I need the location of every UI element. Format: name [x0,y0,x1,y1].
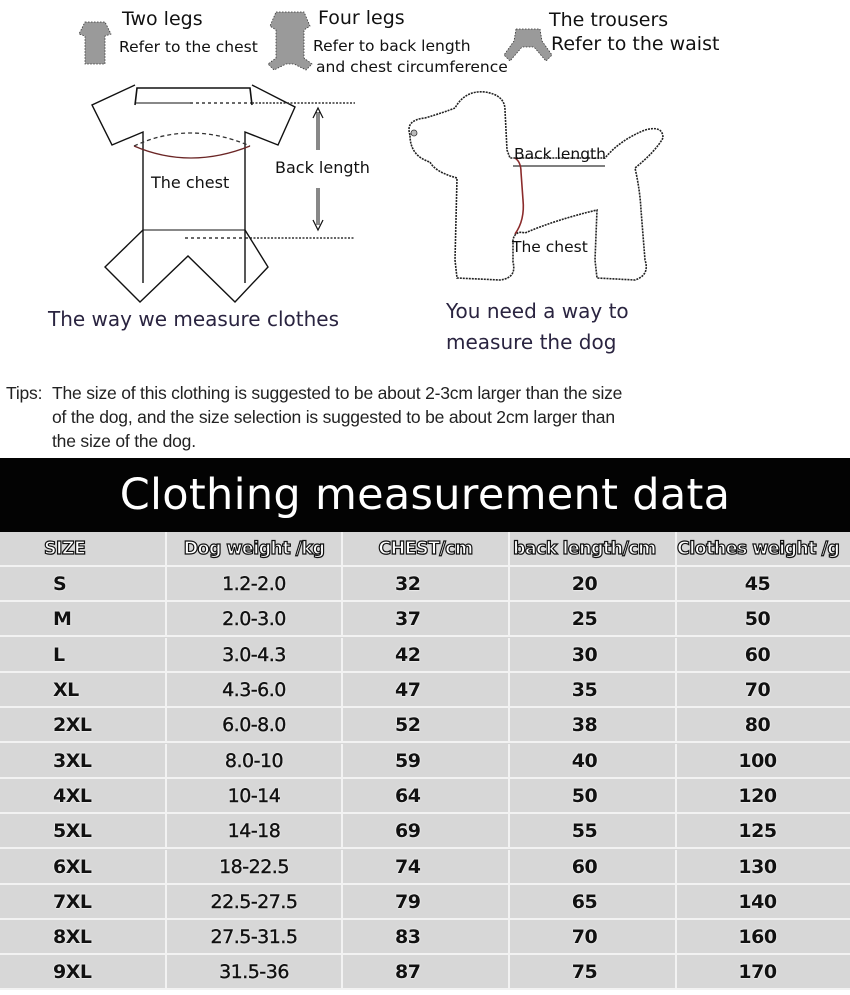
table-row [0,673,850,708]
cell-size: L [0,638,167,671]
header-dog-weight: Dog weight /kg [167,532,343,565]
tips-block [6,381,766,453]
cell-size: 8XL [0,920,167,953]
table-row [0,885,850,920]
cell-size: 2XL [0,708,167,741]
cell-back-length: 40 [510,744,677,777]
cell-chest: 64 [343,779,510,812]
clothes-back-length-label: Back length [275,158,370,177]
cell-chest: 42 [343,638,510,671]
cell-clothes-weight: 80 [744,713,771,736]
header-back-length: back length/cm [510,532,677,565]
dog-measurement-diagram [395,90,675,300]
cell-back-length: 25 [510,602,677,635]
cell-chest: 59 [343,744,510,777]
table-row [0,955,850,990]
cell-chest: 83 [343,920,510,953]
cell-dog-weight: 3.0-4.3 [167,638,343,671]
cell-size: S [0,567,167,600]
cell-size: XL [0,673,167,706]
tips-line-1: The size of this clothing is suggested to be about 2-3cm larger than the size [52,383,623,403]
legend-trousers-title: The trousers [549,9,669,31]
table-row [0,567,850,602]
cell-back-length: 70 [510,920,677,953]
table-row [0,814,850,849]
cell-clothes-weight: 160 [738,925,777,948]
cell-dog-weight: 22.5-27.5 [167,885,343,918]
cell-clothes-weight: 50 [744,607,771,630]
table-row [0,850,850,885]
legend-trousers-subtitle: Refer to the waist [551,33,720,55]
header-size: SIZE [0,532,167,565]
trousers-icon [504,27,552,63]
legend-four-legs-subtitle-2: and chest circumference [316,58,508,76]
cell-dog-weight: 27.5-31.5 [167,920,343,953]
cell-back-length: 60 [510,850,677,883]
cell-size: M [0,602,167,635]
table-title: Clothing measurement data [119,470,731,520]
cell-dog-weight: 8.0-10 [167,744,343,777]
table-row [0,602,850,637]
cell-clothes-weight: 70 [744,678,771,701]
cell-dog-weight: 2.0-3.0 [167,602,343,635]
cell-back-length: 50 [510,779,677,812]
cell-back-length: 38 [510,708,677,741]
cell-chest: 37 [343,602,510,635]
header-chest: CHEST/cm [343,532,510,565]
cell-back-length: 75 [510,955,677,988]
table-row [0,638,850,673]
cell-clothes-weight: 130 [738,855,777,878]
table-row [0,779,850,814]
cell-size: 7XL [0,885,167,918]
four-leg-garment-icon [266,10,316,70]
cell-dog-weight: 6.0-8.0 [167,708,343,741]
dog-back-length-label: Back length [514,145,606,163]
legend-two-legs-title: Two legs [122,8,203,30]
cell-chest: 69 [343,814,510,847]
cell-chest: 74 [343,850,510,883]
two-leg-garment-icon [77,20,113,65]
clothes-chest-label: The chest [151,173,230,192]
cell-dog-weight: 1.2-2.0 [167,567,343,600]
clothes-diagram-caption: The way we measure clothes [48,307,339,331]
cell-size: 3XL [0,744,167,777]
dog-caption-line-2: measure the dog [446,330,617,354]
garment-measurement-diagram [90,70,380,300]
cell-size: 5XL [0,814,167,847]
dog-chest-label: The chest [512,238,588,256]
cell-chest: 87 [343,955,510,988]
cell-back-length: 20 [510,567,677,600]
cell-chest: 52 [343,708,510,741]
cell-size: 6XL [0,850,167,883]
cell-dog-weight: 14-18 [167,814,343,847]
dog-caption-line-1: You need a way to [446,299,629,323]
size-table [0,532,850,990]
table-row [0,708,850,743]
cell-back-length: 35 [510,673,677,706]
table-row [0,920,850,955]
header-clothes-weight: Clothes weight /g [677,538,840,559]
tips-line-3: the size of the dog. [52,431,196,451]
cell-clothes-weight: 100 [738,749,777,772]
legend-four-legs-title: Four legs [318,7,405,29]
cell-size: 9XL [0,955,167,988]
cell-dog-weight: 18-22.5 [167,850,343,883]
cell-back-length: 30 [510,638,677,671]
cell-clothes-weight: 140 [738,890,777,913]
cell-clothes-weight: 60 [744,643,771,666]
cell-dog-weight: 4.3-6.0 [167,673,343,706]
cell-back-length: 55 [510,814,677,847]
legend-four-legs-subtitle-1: Refer to back length [313,37,471,55]
table-header-row [0,532,850,567]
cell-clothes-weight: 120 [738,784,777,807]
cell-clothes-weight: 45 [744,572,771,595]
table-title-band [0,458,850,532]
tips-line-2: of the dog, and the size selection is suggested to be about 2cm larger than [52,407,615,427]
cell-dog-weight: 10-14 [167,779,343,812]
cell-clothes-weight: 170 [738,960,777,983]
cell-dog-weight: 31.5-36 [167,955,343,988]
tips-label: Tips: [6,383,43,403]
cell-clothes-weight: 125 [738,819,777,842]
cell-chest: 79 [343,885,510,918]
table-row [0,744,850,779]
cell-size: 4XL [0,779,167,812]
cell-chest: 32 [343,567,510,600]
legend-two-legs-subtitle: Refer to the chest [119,38,258,56]
cell-chest: 47 [343,673,510,706]
cell-back-length: 65 [510,885,677,918]
